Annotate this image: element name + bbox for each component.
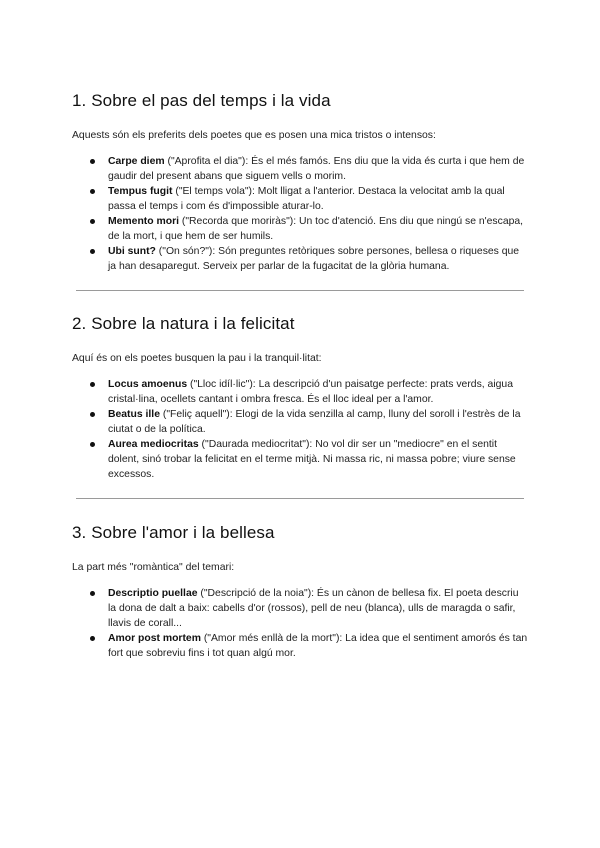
bullet-icon — [90, 591, 95, 596]
topic-description: ("Recorda que moriràs"): Un toc d'atenció. Ens diu que ningú se n'escapa, de la mort, i que hem de ser humils. — [108, 216, 524, 242]
list-item — [72, 407, 528, 437]
list-item — [72, 214, 528, 244]
bullet-icon — [90, 219, 95, 224]
section-intro: La part més "romàntica" del temari: — [72, 562, 235, 573]
topic-term: Ubi sunt? — [108, 246, 156, 257]
section-nature-and-happiness — [72, 314, 528, 482]
list-item — [72, 184, 528, 214]
topic-list — [72, 377, 528, 482]
list-item — [72, 244, 528, 274]
section-divider — [76, 290, 524, 291]
topic-description: ("Daurada mediocritat"): No vol dir ser un "mediocre" en el sentit dolent, sinó trobar la felicitat en el terme mitjà. Ni massa ric, ni massa pobre; viure sense excessos. — [108, 439, 516, 480]
bullet-icon — [90, 382, 95, 387]
topic-description: ("Amor més enllà de la mort"): La idea que el sentiment amorós és tan fort que sobreviu fins i tot quan algú mor. — [108, 633, 528, 659]
topic-description: ("Aprofita el dia"): És el més famós. Ens diu que la vida és curta i que hem de gaudir del present abans que siguem vells o morim. — [108, 156, 525, 182]
bullet-icon — [90, 442, 95, 447]
list-item — [72, 377, 528, 407]
list-item — [72, 631, 528, 661]
topic-term: Aurea mediocritas — [108, 439, 199, 450]
list-item — [72, 586, 528, 631]
section-divider — [76, 498, 524, 499]
topic-term: Descriptio puellae — [108, 588, 198, 599]
section-heading: 2. Sobre la natura i la felicitat — [72, 314, 295, 333]
section-intro: Aquí és on els poetes busquen la pau i la tranquil·litat: — [72, 353, 322, 364]
topic-list — [72, 154, 528, 274]
topic-term: Tempus fugit — [108, 186, 173, 197]
topic-description: ("On són?"): Són preguntes retòriques sobre persones, bellesa o riqueses que ja han desaparegut. Serveix per parlar de la fugacitat de la glòria humana. — [108, 246, 520, 272]
bullet-icon — [90, 159, 95, 164]
topic-list — [72, 586, 528, 661]
section-intro: Aquests són els preferits dels poetes que es posen una mica tristos o intensos: — [72, 130, 436, 141]
section-love-and-beauty — [72, 523, 528, 661]
topic-description: ("El temps vola"): Molt lligat a l'anterior. Destaca la velocitat amb la qual passa el temps i com és d'impossible aturar-lo. — [108, 186, 505, 212]
topic-description: ("Descripció de la noia"): És un cànon de bellesa fix. El poeta descriu la dona de dalt a baix: cabells d'or (rossos), pell de neu (blanca), ulls de maragda o safir, llavis de corall... — [108, 588, 519, 629]
topic-description: ("Lloc idíl·lic"): La descripció d'un paisatge perfecte: prats verds, aigua cristal·lina, ocellets cantant i ombra fresca. És el lloc ideal per a l'amor. — [108, 379, 513, 405]
topic-term: Beatus ille — [108, 409, 160, 420]
bullet-icon — [90, 412, 95, 417]
bullet-icon — [90, 249, 95, 254]
topic-description: ("Feliç aquell"): Elogi de la vida senzilla al camp, lluny del soroll i l'estrès de la ciutat o de la política. — [108, 409, 521, 435]
section-heading: 3. Sobre l'amor i la bellesa — [72, 523, 275, 542]
section-heading: 1. Sobre el pas del temps i la vida — [72, 91, 331, 110]
topic-term: Memento mori — [108, 216, 180, 227]
bullet-icon — [90, 636, 95, 641]
topic-term: Amor post mortem — [108, 633, 201, 644]
list-item — [72, 154, 528, 184]
topic-term: Carpe diem — [108, 156, 165, 167]
topic-term: Locus amoenus — [108, 379, 188, 390]
list-item — [72, 437, 528, 482]
bullet-icon — [90, 189, 95, 194]
section-time-and-life — [72, 91, 528, 274]
